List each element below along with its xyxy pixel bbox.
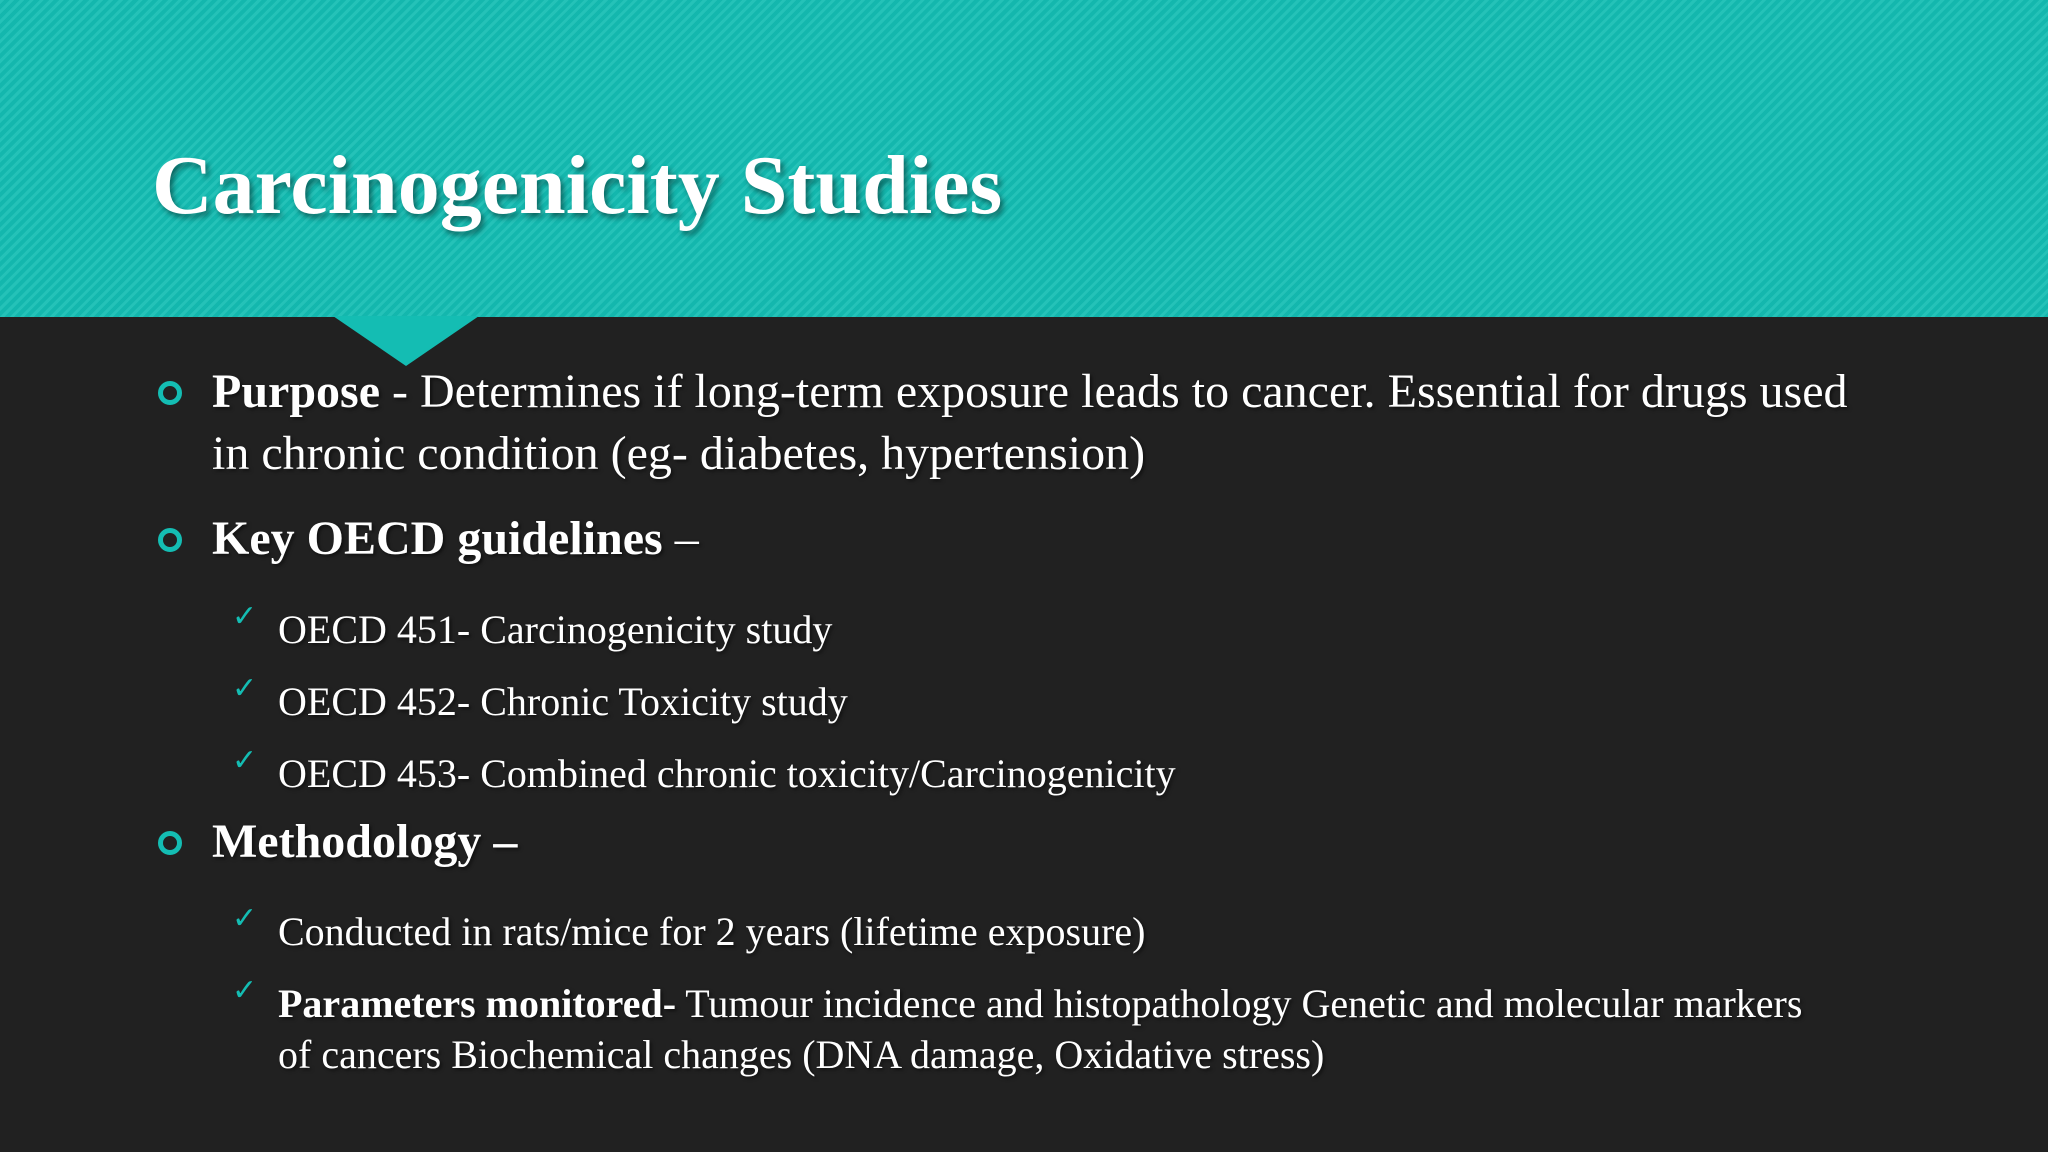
circle-bullet-icon — [158, 528, 182, 552]
slide-title: Carcinogenicity Studies — [152, 139, 1003, 232]
bullet-oecd-text — [212, 508, 1892, 570]
bullet-methodology-text — [212, 811, 1892, 873]
subitem-parameters-body: Tumour incidence and histopathology Genetic and molecular markers of cancers Biochemical changes (DNA damage, Oxidative stress) — [278, 981, 1803, 1077]
checkmark-icon: ✓ — [232, 743, 258, 778]
bullet-oecd-label: Key OECD guidelines — [212, 512, 663, 565]
bullet-purpose-text — [212, 361, 1892, 485]
bullet-purpose-label: Purpose — [212, 365, 380, 418]
bullet-purpose-body: - Determines if long-term exposure leads to cancer. Essential for drugs used in chronic condition (eg- diabetes, hypertension) — [212, 365, 1848, 480]
checkmark-icon: ✓ — [232, 671, 258, 706]
bullet-methodology-label: Methodology – — [212, 815, 518, 868]
subitem-parameters-text — [278, 978, 1838, 1080]
subitem-conducted-text: Conducted in rats/mice for 2 years (lifetime exposure) — [278, 909, 1146, 954]
subitem-oecd-451-text: OECD 451- Carcinogenicity study — [278, 607, 833, 652]
bullet-oecd-dash: – — [662, 512, 699, 565]
circle-bullet-icon — [158, 831, 182, 855]
checkmark-icon: ✓ — [232, 973, 258, 1008]
checkmark-icon: ✓ — [232, 901, 258, 936]
circle-bullet-icon — [158, 381, 182, 405]
subitem-oecd-453-text: OECD 453- Combined chronic toxicity/Carcinogenicity — [278, 751, 1176, 796]
subitem-parameters-label: Parameters monitored- — [278, 981, 677, 1026]
checkmark-icon: ✓ — [232, 599, 258, 634]
subitem-oecd-452-text: OECD 452- Chronic Toxicity study — [278, 679, 848, 724]
